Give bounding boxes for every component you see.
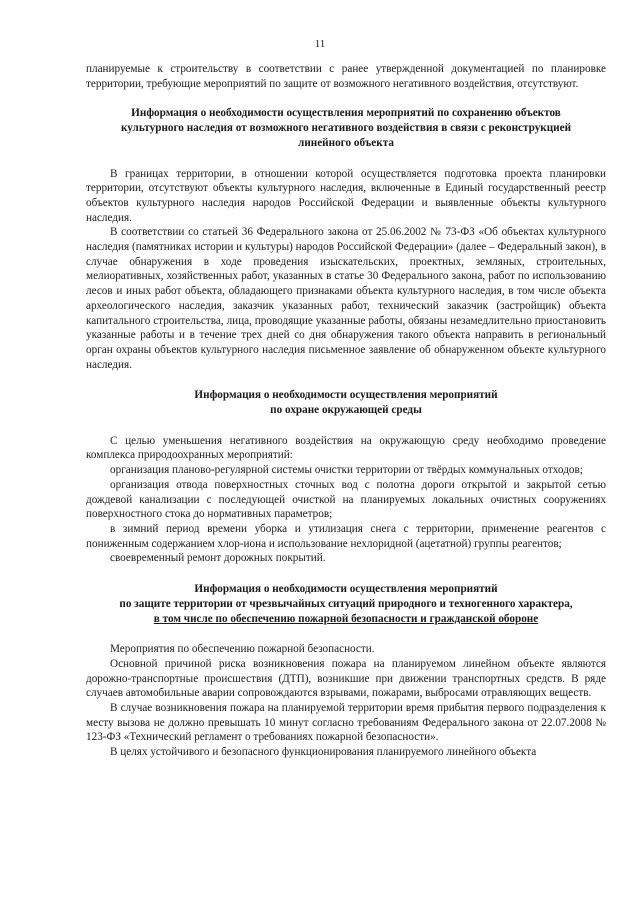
section-heading-cultural-heritage (86, 106, 606, 150)
heading-line: в том числе по обеспечению пожарной безопасности и гражданской обороне (153, 612, 539, 625)
list-item: организация отвода поверхностных сточных вод с полотна дороги открытой и закрытой сетью дождевой канализации с последующей очисткой на планируемых локальных очистных сооружениях поверхностного стока до нормативных параметров; (86, 478, 606, 521)
body-paragraph: Основной причиной риска возникновения пожара на планируемом линейном объекте являются дорожно-транспортные происшествия (ДТП), возникшие при движении транспортных средств. В ряде случаев автомобильные аварии сопровождаются взрывами, пожарами, выбросами отравляющих веществ. (86, 657, 606, 700)
heading-line: Информация о необходимости осуществления мероприятий (194, 389, 498, 402)
section-heading-emergency (86, 582, 606, 626)
heading-line: Информация о необходимости осуществления мероприятий по сохранению объектов (131, 107, 561, 120)
page-number: 11 (314, 38, 326, 50)
list-item: своевременный ремонт дорожных покрытий. (110, 552, 326, 565)
list-item: организация планово-регулярной системы очистки территории от твёрдых коммунальных отходов; (110, 464, 583, 477)
list-item: в зимний период времени уборка и утилизация снега с территории, применение реагентов с пониженным содержанием хлор-иона и использование нехлоридной (ацетатной) группы реагентов; (86, 522, 606, 550)
page-content (86, 62, 606, 760)
body-paragraph: В случае возникновения пожара на планируемой территории время прибытия первого подразделения к месту вызова не должно превышать 10 минут согласно требованиям Федерального закона от 22.07.2008 № 123-ФЗ «Технический регламент о требованиях пожарной безопасности». (86, 702, 606, 744)
heading-line: линейного объекта (298, 136, 394, 149)
section-heading-environment (86, 388, 606, 417)
body-paragraph: В границах территории, в отношении которой осуществляется подготовка проекта планировки территории, отсутствуют объекты культурного наследия, включенные в Единый государственный реестр объектов культурного наследия народов Российской Федерации и выявленные объекты культурного наследия. (86, 167, 606, 224)
heading-line: Информация о необходимости осуществления мероприятий (194, 583, 498, 596)
body-paragraph: Мероприятия по обеспечению пожарной безопасности. (110, 643, 375, 656)
heading-line: культурного наследия от возможного негативного воздействия в связи с реконструкцией (120, 122, 572, 135)
body-paragraph: С целью уменьшения негативного воздействия на окружающую среду необходимо проведение комплекса природоохранных мероприятий: (86, 434, 606, 462)
heading-line: по охране окружающей среды (270, 404, 422, 417)
intro-paragraph: планируемые к строительству в соответствии с ранее утвержденной документацией по планировке территории, требующие мероприятий по защите от возможного негативного воздействия, отсутствуют. (86, 63, 606, 90)
body-paragraph: В целях устойчивого и безопасного функционирования планируемого линейного объекта (110, 746, 537, 759)
body-paragraph: В соответствии со статьей 36 Федерального закона от 25.06.2002 № 73-ФЗ «Об объектах культурного наследия (памятниках истории и культуры) народов Российской Федерации» (далее – Федеральный закон), в случае обнаружения в ходе проведения изыскательских, проектных, земляных, строительных, мелиоративных, хозяйственных работ, указанных в статье 30 Федерального закона, работ по использованию лесов и иных работ объекта, обладающего признаками объекта культурного наследия, в том числе объекта археологического наследия, заказчик указанных работ, технический заказчик (застройщик) объекта капитального строительства, лица, проводящие указанные работы, обязаны незамедлительно приостановить указанные работы и в течение трех дней со дня обнаружения такого объекта направить в региональный орган охраны объектов культурного наследия письменное заявление об обнаруженном объекте культурного наследия. (86, 226, 606, 371)
heading-line: по защите территории от чрезвычайных ситуаций природного и техногенного характера, (119, 597, 573, 610)
